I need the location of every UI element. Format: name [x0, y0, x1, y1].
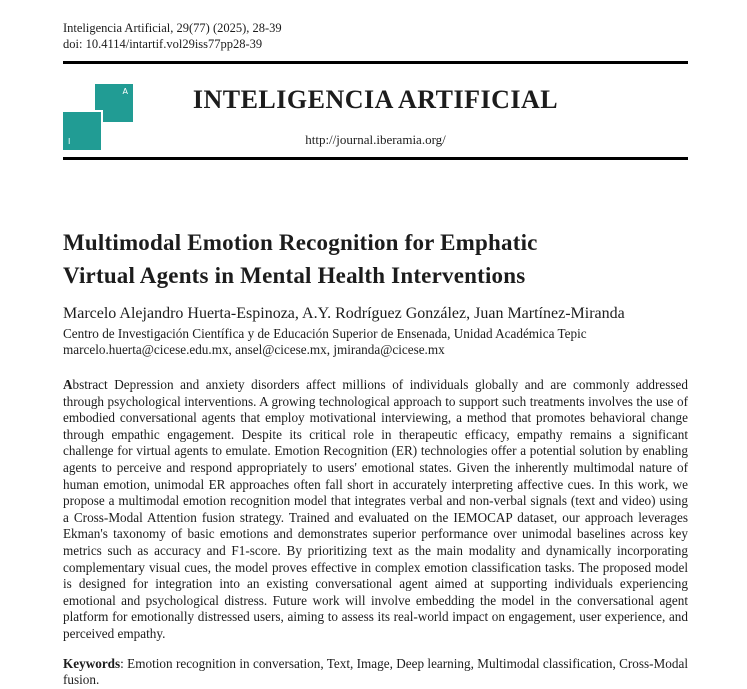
journal-url-row	[63, 132, 688, 148]
abstract-paragraph	[63, 377, 688, 643]
horizontal-rule-bottom	[63, 157, 688, 160]
abstract-label-rest: bstract	[72, 377, 108, 392]
journal-title: INTELIGENCIA ARTIFICIAL	[192, 85, 559, 114]
logo-square-bottom	[63, 112, 101, 150]
affiliation: Centro de Investigación Científica y de Educación Superior de Ensenada, Unidad Académica Tepic	[63, 326, 587, 341]
author-list: Marcelo Alejandro Huerta-Espinoza, A.Y. Rodríguez González, Juan Martínez-Miranda	[63, 305, 625, 322]
logo-letter-a: A	[122, 87, 128, 96]
doi-line: doi: 10.4114/intartif.vol29iss77pp28-39	[63, 37, 263, 51]
author-emails: marcelo.huerta@cicese.edu.mx, ansel@cicese.mx, jmiranda@cicese.mx	[63, 342, 445, 357]
abstract-label-initial: A	[63, 377, 73, 392]
logo-letter-i: I	[68, 137, 71, 146]
citation-line: Inteligencia Artificial, 29(77) (2025), 28-39	[63, 21, 282, 35]
journal-logo	[63, 84, 135, 152]
article-title-line1: Multimodal Emotion Recognition for Emphatic	[63, 230, 538, 255]
keywords-label: Keywords	[63, 655, 121, 671]
journal-citation-header	[63, 20, 688, 52]
abstract-text: Depression and anxiety disorders affect millions of individuals globally and are commonly addressed through psychological interventions. A growing technological approach to support such treatments involves the use of embodied conversational agents that employ motivational interviewing, a method that promotes behavioral change through empathic engagement. Despite its critical role in therapeutic efficacy, empathy remains a significant challenge for virtual agents to emulate. Emotion Recognition (ER) technologies offer a potential solution by enabling agents to perceive and respond appropriately to users' emotional states. Given the inherently multimodal nature of human emotion, unimodal ER approaches often fall short in accurately interpreting affective cues. In this work, we propose a multimodal emotion recognition model that integrates verbal and non-verbal signals (text and video) using a Cross-Modal Attention fusion strategy. Trained and evaluated on the IEMOCAP dataset, our approach leverages Ekman's taxonomy of basic emotions and demonstrates superior performance over unimodal baselines across key metrics such as accuracy and F1-score. By prioritizing text as the main modality and dynamically incorporating complementary visual cues, the model proves effective in complex emotion classification tasks. The proposed model is designed for integration into an existing conversational agent aimed at supporting individuals experiencing emotional and psychological distress. Future work will involve embedding the model in the conversational agent platform for emotionally distressed users, aiming to assess its real-world impact on engagement, user experience, and perceived empathy.	[63, 377, 688, 641]
journal-masthead	[63, 64, 688, 157]
keywords-paragraph	[63, 656, 688, 689]
journal-url-link[interactable]: http://journal.iberamia.org/	[305, 132, 446, 147]
article-title	[63, 226, 688, 292]
keywords-text: : Emotion recognition in conversation, Text, Image, Deep learning, Multimodal classification, Cross-Modal fusion.	[63, 655, 688, 688]
article-title-line2: Virtual Agents in Mental Health Interventions	[63, 263, 526, 288]
